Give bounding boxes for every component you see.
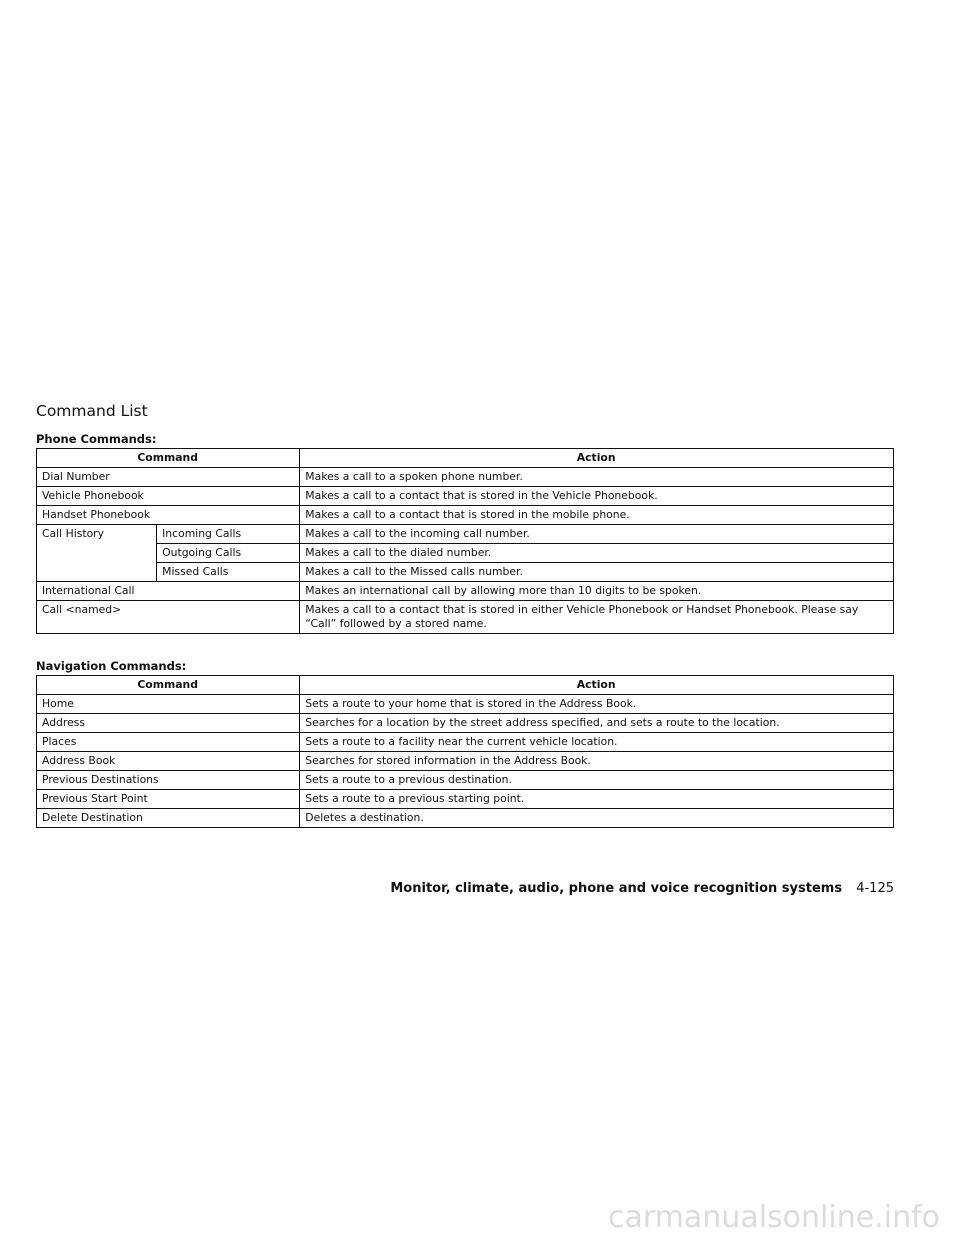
table-row (37, 771, 894, 790)
action-cell: Deletes a destination. (300, 809, 894, 828)
subcommand-cell: Incoming Calls (157, 525, 300, 544)
action-cell: Sets a route to your home that is stored in the Address Book. (300, 695, 894, 714)
action-cell: Sets a route to a facility near the current vehicle location. (300, 733, 894, 752)
subcommand-cell: Outgoing Calls (157, 544, 300, 563)
action-cell: Makes a call to a contact that is stored in the mobile phone. (300, 506, 894, 525)
table-row (37, 809, 894, 828)
command-cell: International Call (37, 582, 300, 601)
table-row (37, 601, 894, 634)
command-cell: Handset Phonebook (37, 506, 300, 525)
table-row (37, 506, 894, 525)
navigation-commands-heading: Navigation Commands: (36, 659, 187, 673)
table-row (37, 525, 894, 544)
subcommand-cell: Missed Calls (157, 563, 300, 582)
action-column-header: Action (300, 449, 894, 468)
page-footer (390, 881, 894, 896)
table-row (37, 582, 894, 601)
action-cell: Makes a call to the dialed number. (300, 544, 894, 563)
command-cell: Vehicle Phonebook (37, 487, 300, 506)
table-row (37, 563, 894, 582)
page-number: 4-125 (856, 881, 894, 896)
command-cell-call-history: Call History (37, 525, 157, 582)
table-row (37, 544, 894, 563)
watermark: carmanualsonline.info (608, 1200, 940, 1235)
command-cell: Dial Number (37, 468, 300, 487)
table-row (37, 468, 894, 487)
command-column-header: Command (37, 449, 300, 468)
action-cell: Makes a call to a spoken phone number. (300, 468, 894, 487)
navigation-commands-table (36, 675, 894, 828)
action-cell: Makes a call to a contact that is stored in either Vehicle Phonebook or Handset Phonebook. Please say “Call” followed by a stored name. (300, 601, 894, 634)
table-row (37, 714, 894, 733)
action-column-header: Action (300, 676, 894, 695)
command-cell: Previous Start Point (37, 790, 300, 809)
action-cell: Makes a call to the Missed calls number. (300, 563, 894, 582)
action-cell: Searches for stored information in the Address Book. (300, 752, 894, 771)
table-row (37, 487, 894, 506)
action-cell: Makes a call to the incoming call number. (300, 525, 894, 544)
table-row (37, 733, 894, 752)
command-cell: Previous Destinations (37, 771, 300, 790)
phone-commands-heading: Phone Commands: (36, 432, 157, 446)
action-cell: Makes an international call by allowing more than 10 digits to be spoken. (300, 582, 894, 601)
table-row (37, 695, 894, 714)
command-cell: Delete Destination (37, 809, 300, 828)
phone-commands-table (36, 448, 894, 634)
chapter-title: Monitor, climate, audio, phone and voice recognition systems (390, 881, 843, 896)
command-column-header: Command (37, 676, 300, 695)
action-cell: Sets a route to a previous starting point. (300, 790, 894, 809)
table-row (37, 790, 894, 809)
table-row (37, 752, 894, 771)
command-cell: Home (37, 695, 300, 714)
command-cell: Call <named> (37, 601, 300, 634)
table-header-row (37, 449, 894, 468)
table-header-row (37, 676, 894, 695)
command-cell: Places (37, 733, 300, 752)
action-cell: Searches for a location by the street address specified, and sets a route to the location. (300, 714, 894, 733)
command-cell: Address (37, 714, 300, 733)
action-cell: Makes a call to a contact that is stored in the Vehicle Phonebook. (300, 487, 894, 506)
action-cell: Sets a route to a previous destination. (300, 771, 894, 790)
section-title: Command List (36, 402, 148, 420)
command-cell: Address Book (37, 752, 300, 771)
